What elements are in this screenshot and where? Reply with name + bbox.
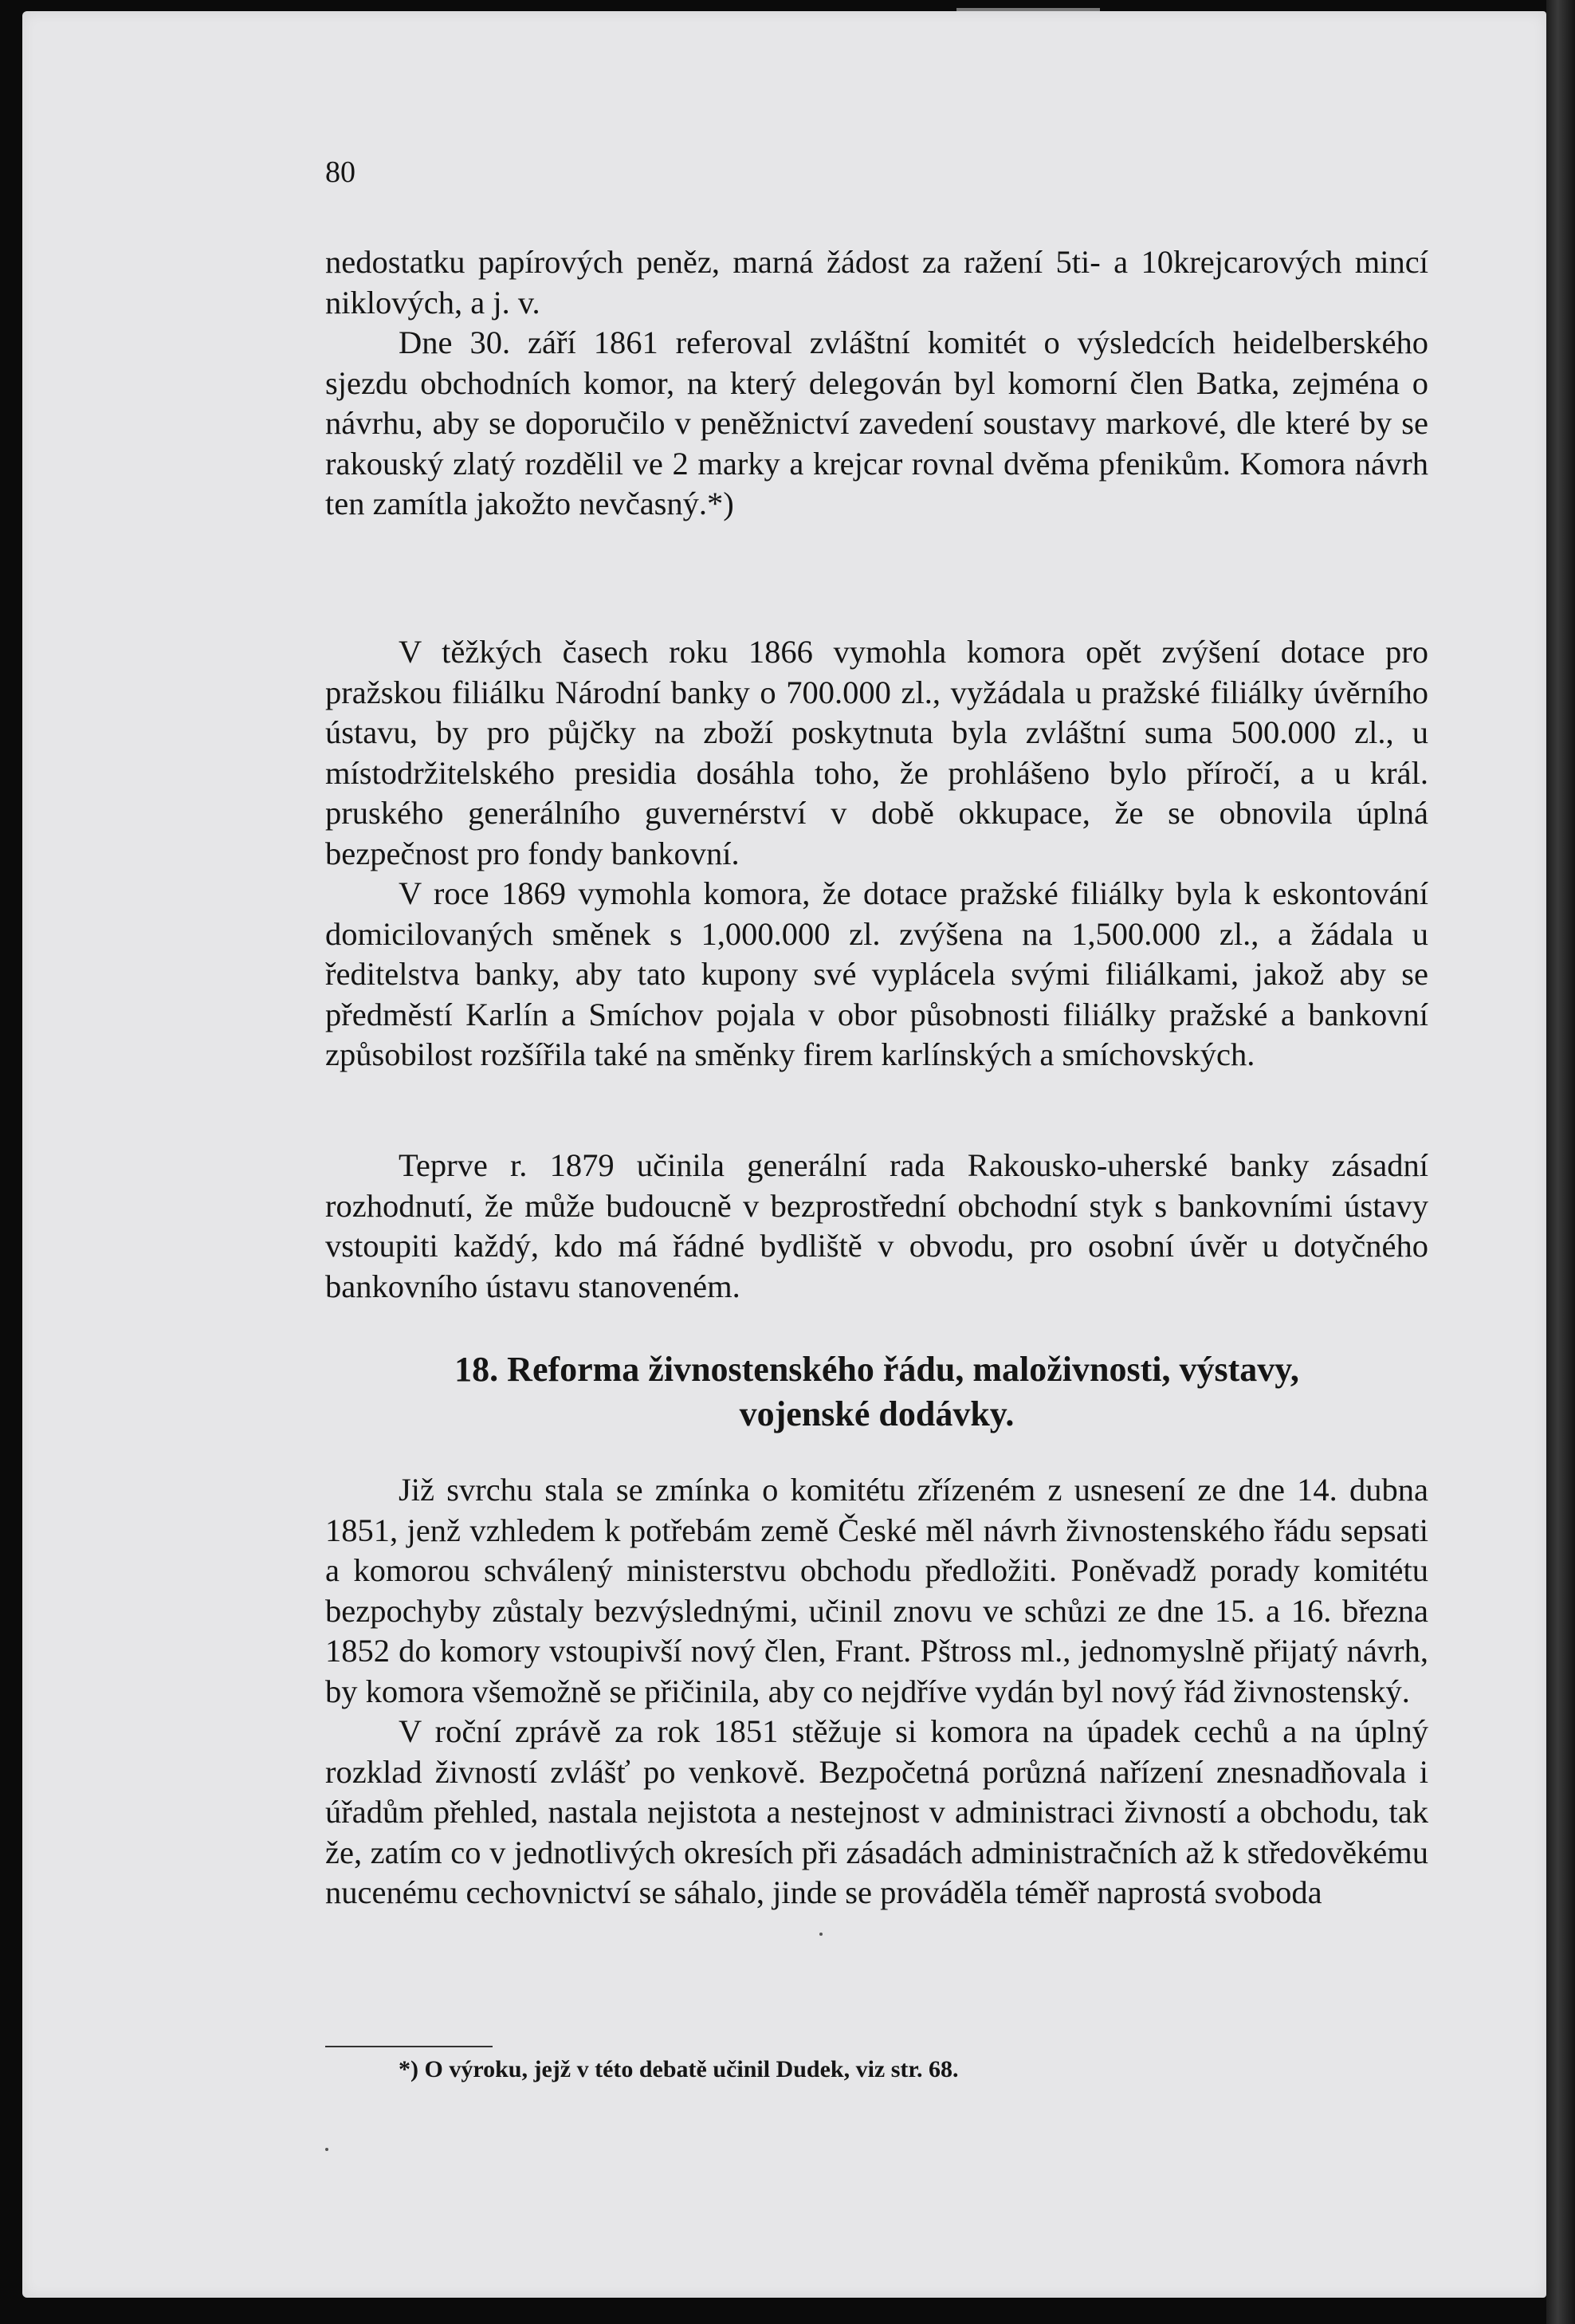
scan-speck xyxy=(819,1933,823,1936)
paragraph: nedostatku papírových peněz, marná žádost za ražení 5ti- a 10krejcarových mincí niklových, a j. v. xyxy=(325,244,1428,320)
text-block-banking xyxy=(325,632,1428,1075)
paragraph: V roce 1869 vymohla komora, že dotace pražské filiálky byla k eskontování domicilovaných směnek s 1,000.000 zl. zvýšena na 1,500.000 zl., a žádala u ředitelstva banky, aby tato kupony své vyplácela svými filiálkami, jakož aby se předměstí Karlín a Smíchov pojala v obor působnosti filiálky pražské a bankovní způsobilost rozšířila také na směnky firem karlínských a smíchovských. xyxy=(325,875,1428,1072)
scan-speck xyxy=(325,2148,328,2151)
text-block-1879 xyxy=(325,1146,1428,1307)
footnote-divider xyxy=(325,2046,493,2047)
paragraph: Teprve r. 1879 učinila generální rada Rakousko-uherské banky zásadní rozhodnutí, že může budoucně v bezprostřední obchodní styk s bankovními ústavy vstoupiti každý, kdo má řádné bydliště v obvodu, pro osobní úvěr u dotyčného bankovního ústavu stanoveném. xyxy=(325,1147,1428,1304)
section-heading-line: 18. Reforma živnostenského řádu, maloživnosti, výstavy, xyxy=(454,1350,1299,1389)
page-number: 80 xyxy=(325,155,355,189)
text-block-section-18 xyxy=(325,1470,1428,1913)
footnote: *) O výroku, jejž v této debatě učinil Dudek, viz str. 68. xyxy=(399,2056,959,2082)
scan-edge-shadow xyxy=(1546,0,1575,2324)
section-heading-line: vojenské dodávky. xyxy=(739,1394,1015,1433)
paragraph: V roční zprávě za rok 1851 stěžuje si komora na úpadek cechů a na úplný rozklad živností zvlášť po venkově. Bezpočetná porůzná nařízení znesnadňovala i úřadům přehled, nastala nejistota a nestejnost v administraci živností a obchodu, tak že, zatím co v jednotlivých okresích při zásadách administračních až k středověkému nucenému cechovnictví se sáhalo, jinde se prováděla téměř naprostá svoboda xyxy=(325,1713,1428,1910)
paragraph: Dne 30. září 1861 referoval zvláštní komitét o výsledcích heidelberského sjezdu obchodních komor, na který delegován byl komorní člen Batka, zejména o návrhu, aby se doporučilo v peněžnictví zavedení soustavy markové, dle které by se rakouský zlatý rozdělil ve 2 marky a krejcar rovnal dvěma pfenikům. Komora návrh ten zamítla jakožto nevčasný.*) xyxy=(325,324,1428,521)
text-block-opening xyxy=(325,242,1428,525)
section-heading xyxy=(325,1347,1428,1437)
book-page xyxy=(22,11,1546,2298)
paragraph: Již svrchu stala se zmínka o komitétu zřízeném z usnesení ze dne 14. dubna 1851, jenž vzhledem k potřebám země České měl návrh živnostenského řádu sepsati a komorou schválený ministerstvu obchodu předložiti. Poněvadž porady komitétu bezpochyby zůstaly bezvýslednými, učinil znovu ve schůzi ze dne 15. a 16. března 1852 do komory vstoupivší nový člen, Frant. Pštross ml., jednomyslně přijatý návrh, by komora všemožně se přičinila, aby co nejdříve vydán byl nový řád živnostenský. xyxy=(325,1472,1428,1709)
paragraph: V těžkých časech roku 1866 vymohla komora opět zvýšení dotace pro pražskou filiálku Národní banky o 700.000 zl., vyžádala u pražské filiálky úvěrního ústavu, by pro půjčky na zboží poskytnuta byla zvláštní suma 500.000 zl., u místodržitelského presidia dosáhla toho, že prohlášeno bylo příročí, a u král. pruského generálního guvernérství v době okkupace, že se obnovila úplná bezpečnost pro fondy bankovní. xyxy=(325,634,1428,871)
